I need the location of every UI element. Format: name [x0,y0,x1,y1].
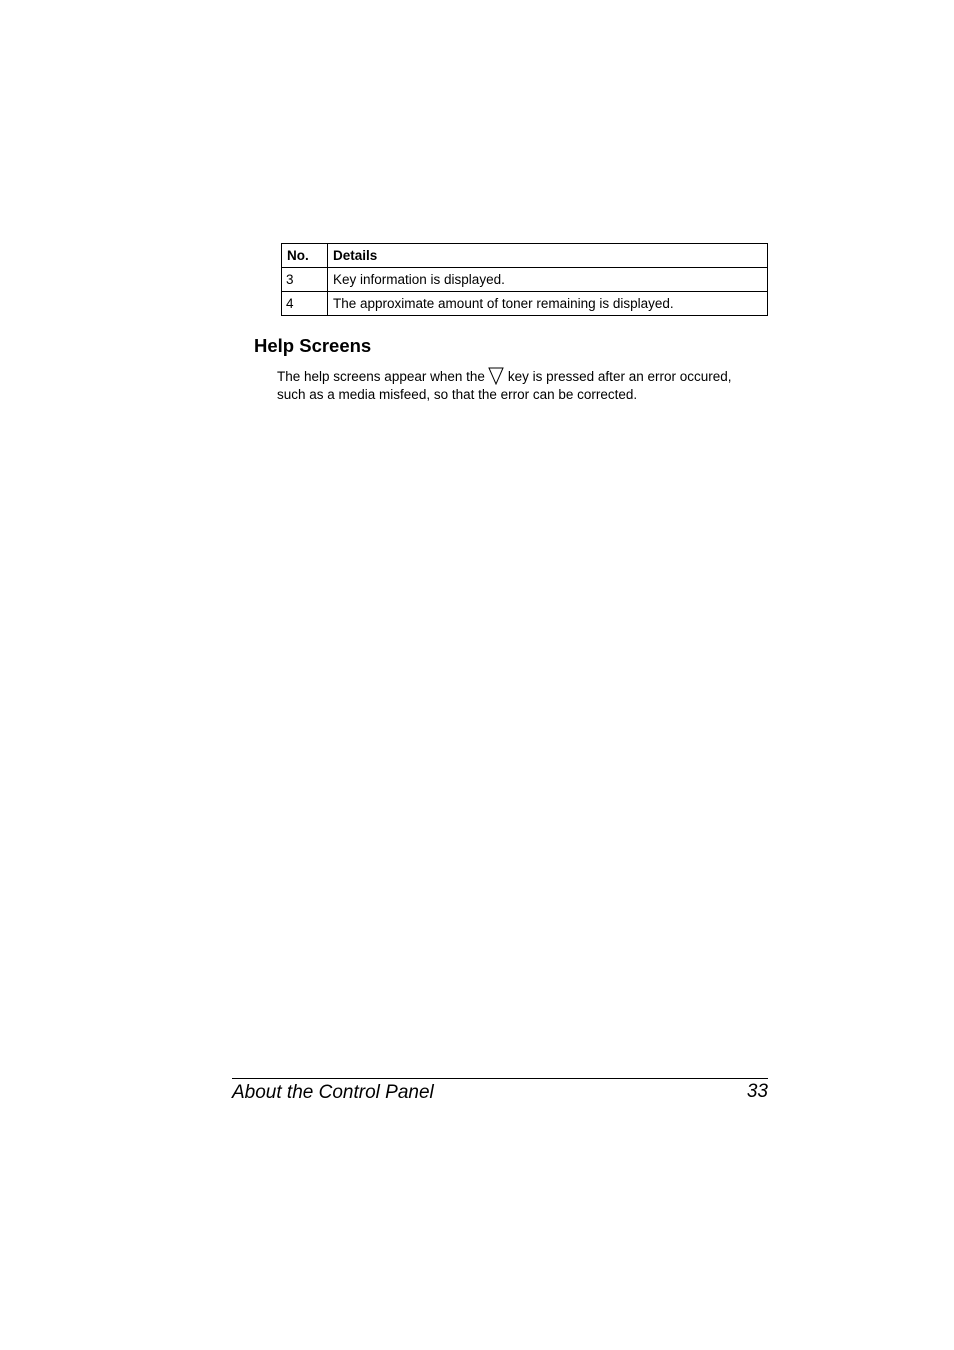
paragraph-line-2: such as a media misfeed, so that the error can be corrected. [277,387,638,402]
table-row [282,292,768,316]
page-number: 33 [746,1081,768,1102]
column-header-details: Details [328,244,768,268]
table-header-row [282,244,768,268]
paragraph-line-1 [277,367,777,386]
table-cell-details: Key information is displayed. [328,268,768,292]
footer-divider [232,1078,768,1079]
column-header-no: No. [282,244,328,268]
help-screens-paragraph [277,367,777,404]
paragraph-text-after-icon: key is pressed after an error occured, [507,369,732,384]
details-table [281,243,768,316]
table-cell-no: 4 [282,292,328,316]
down-triangle-key-icon [488,367,504,385]
section-heading: Help Screens [254,335,372,356]
paragraph-text-before-icon: The help screens appear when the [277,369,485,384]
footer-title: About the Control Panel [232,1082,434,1103]
table-cell-details: The approximate amount of toner remaining is displayed. [328,292,768,316]
table-cell-no: 3 [282,268,328,292]
table-row [282,268,768,292]
